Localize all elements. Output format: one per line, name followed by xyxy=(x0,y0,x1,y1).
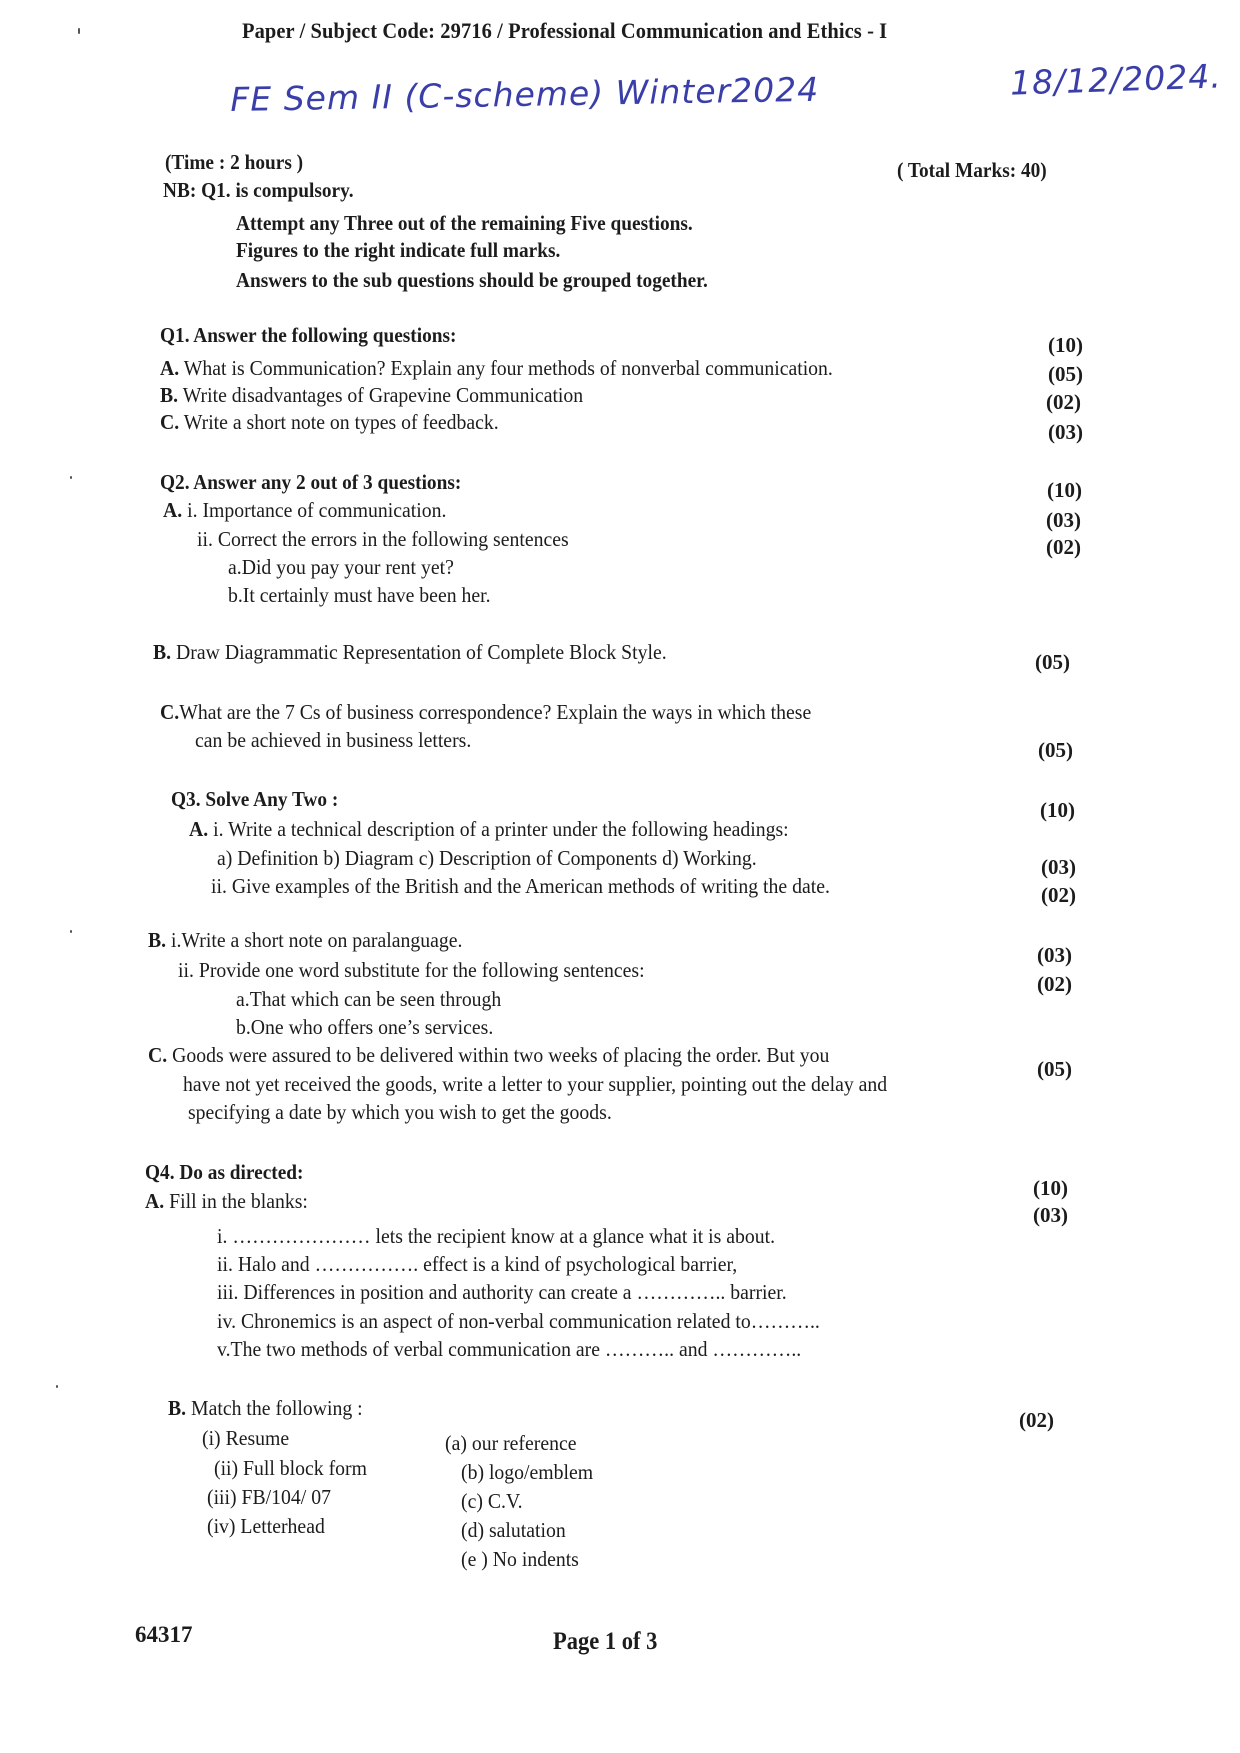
q1-c-marks: (03) xyxy=(1048,420,1083,444)
q2-b-marks: (05) xyxy=(1035,650,1070,674)
q2-b-text: Draw Diagrammatic Representation of Complete Block Style. xyxy=(176,640,667,664)
q3-b-ii-marks: (02) xyxy=(1037,972,1072,996)
q2-c-text-1: What are the 7 Cs of business correspondence? Explain the ways in which these xyxy=(179,700,812,724)
q2-b xyxy=(153,640,667,665)
match-left-2: (ii) Full block form xyxy=(214,1456,367,1480)
q2-b-label: B. xyxy=(153,640,172,664)
q4-a-text: Fill in the blanks: xyxy=(169,1189,308,1213)
q1-a-marks: (05) xyxy=(1048,362,1083,386)
match-left-3: (iii) FB/104/ 07 xyxy=(207,1485,331,1509)
q4-blank-1: i. ………………… lets the recipient know at a glance what it is about. xyxy=(217,1224,776,1248)
q3-b-label: B. xyxy=(148,928,167,952)
q1-b-marks: (02) xyxy=(1046,390,1081,414)
q4-blank-4: iv. Chronemics is an aspect of non-verbal communication related to……….. xyxy=(217,1309,820,1333)
q3-a-i-subtext: a) Definition b) Diagram c) Description of Components d) Working. xyxy=(217,846,757,870)
q1-b-label: B. xyxy=(160,383,179,407)
q3-a-ii-marks: (02) xyxy=(1041,883,1076,907)
page-number: Page 1 of 3 xyxy=(553,1628,658,1655)
q4-a-marks: (03) xyxy=(1033,1203,1068,1227)
q4-a xyxy=(145,1189,308,1214)
q3-a-label: A. xyxy=(189,817,209,841)
q3-b-i-marks: (03) xyxy=(1037,943,1072,967)
q1-a-text: What is Communication? Explain any four methods of nonverbal communication. xyxy=(183,356,833,380)
match-right-e: (e ) No indents xyxy=(461,1547,579,1571)
q3-b-i-text: i.Write a short note on paralanguage. xyxy=(171,928,463,952)
q3-c-text-1: Goods were assured to be delivered within two weeks of placing the order. But you xyxy=(172,1043,830,1067)
q2-a-ii-sentence-a: a.Did you pay your rent yet? xyxy=(228,555,454,579)
q2-a-label: A. xyxy=(163,498,183,522)
q1-title: Q1. Answer the following questions: xyxy=(160,323,457,347)
total-marks: ( Total Marks: 40) xyxy=(897,158,1047,182)
q2-a-ii-text: ii. Correct the errors in the following sentences xyxy=(197,527,569,551)
q3-b-ii-sentence-a: a.That which can be seen through xyxy=(236,987,502,1011)
q2-a-i-text: i. Importance of communication. xyxy=(187,498,447,522)
match-right-b: (b) logo/emblem xyxy=(461,1460,594,1484)
q4-marks: (10) xyxy=(1033,1176,1068,1200)
q2-a-i xyxy=(163,498,446,523)
q2-c-marks: (05) xyxy=(1038,738,1073,762)
q3-title: Q3. Solve Any Two : xyxy=(171,787,339,811)
q3-b-ii-text: ii. Provide one word substitute for the following sentences: xyxy=(178,958,645,982)
q4-b-label: B. xyxy=(168,1396,187,1420)
q2-a-ii-marks: (02) xyxy=(1046,535,1081,559)
q4-blank-5: v.The two methods of verbal communication are ……….. and ………….. xyxy=(217,1337,802,1361)
q1-c-text: Write a short note on types of feedback. xyxy=(183,410,499,434)
q3-c-line1 xyxy=(148,1043,829,1068)
q3-a-ii-text: ii. Give examples of the British and the American methods of writing the date. xyxy=(211,874,830,898)
handwritten-exam-note: FE Sem II (C-scheme) Winter2024 xyxy=(230,69,820,119)
q2-a-ii-sentence-b: b.It certainly must have been her. xyxy=(228,583,491,607)
q1-marks: (10) xyxy=(1048,333,1083,357)
q1-b xyxy=(160,383,583,408)
match-right-a: (a) our reference xyxy=(445,1431,577,1455)
q1-c-label: C. xyxy=(160,410,180,434)
q1-a xyxy=(160,356,833,381)
q3-c-label: C. xyxy=(148,1043,168,1067)
q3-b-i xyxy=(148,928,462,953)
scan-speck xyxy=(70,930,72,933)
match-right-c: (c) C.V. xyxy=(461,1489,523,1513)
q3-c-marks: (05) xyxy=(1037,1057,1072,1081)
match-left-1: (i) Resume xyxy=(202,1426,290,1450)
q4-blank-2: ii. Halo and ……………. effect is a kind of psychological barrier, xyxy=(217,1252,738,1276)
nb-compulsory: NB: Q1. is compulsory. xyxy=(163,178,354,202)
handwritten-date: 18/12/2024. xyxy=(1009,56,1223,103)
scan-speck xyxy=(56,1385,58,1388)
q2-marks: (10) xyxy=(1047,478,1082,502)
paper-title: Paper / Subject Code: 29716 / Professional Communication and Ethics - I xyxy=(242,18,888,43)
q4-b xyxy=(168,1396,363,1421)
instruction-1: Attempt any Three out of the remaining Five questions. xyxy=(236,211,693,235)
match-right-d: (d) salutation xyxy=(461,1518,566,1542)
q1-b-text: Write disadvantages of Grapevine Communication xyxy=(182,383,584,407)
q3-c-text-3: specifying a date by which you wish to get the goods. xyxy=(188,1100,612,1124)
scan-speck xyxy=(78,28,80,34)
scan-speck xyxy=(70,476,72,479)
exam-time: (Time : 2 hours ) xyxy=(165,150,304,174)
q2-a-i-marks: (03) xyxy=(1046,508,1081,532)
q1-c xyxy=(160,410,499,435)
q3-a-i xyxy=(189,817,789,842)
q2-c-label: C. xyxy=(160,700,180,724)
q3-a-i-text: i. Write a technical description of a printer under the following headings: xyxy=(213,817,789,841)
instruction-2: Figures to the right indicate full marks. xyxy=(236,238,561,262)
paper-code: 64317 xyxy=(135,1622,193,1647)
q3-marks: (10) xyxy=(1040,798,1075,822)
q3-c-text-2: have not yet received the goods, write a letter to your supplier, pointing out the delay and xyxy=(183,1072,888,1096)
q2-title: Q2. Answer any 2 out of 3 questions: xyxy=(160,470,462,494)
q3-a-i-marks: (03) xyxy=(1041,855,1076,879)
q4-blank-3: iii. Differences in position and authority can create a ………….. barrier. xyxy=(217,1280,787,1304)
q4-a-label: A. xyxy=(145,1189,165,1213)
q3-b-ii-sentence-b: b.One who offers one’s services. xyxy=(236,1015,494,1039)
q2-c-text-2: can be achieved in business letters. xyxy=(195,728,472,752)
instruction-3: Answers to the sub questions should be grouped together. xyxy=(236,268,708,292)
q4-b-marks: (02) xyxy=(1019,1408,1054,1432)
q4-title: Q4. Do as directed: xyxy=(145,1160,304,1184)
q4-b-text: Match the following : xyxy=(191,1396,363,1420)
q2-c-line1 xyxy=(160,700,811,725)
q1-a-label: A. xyxy=(160,356,180,380)
match-left-4: (iv) Letterhead xyxy=(207,1514,325,1538)
